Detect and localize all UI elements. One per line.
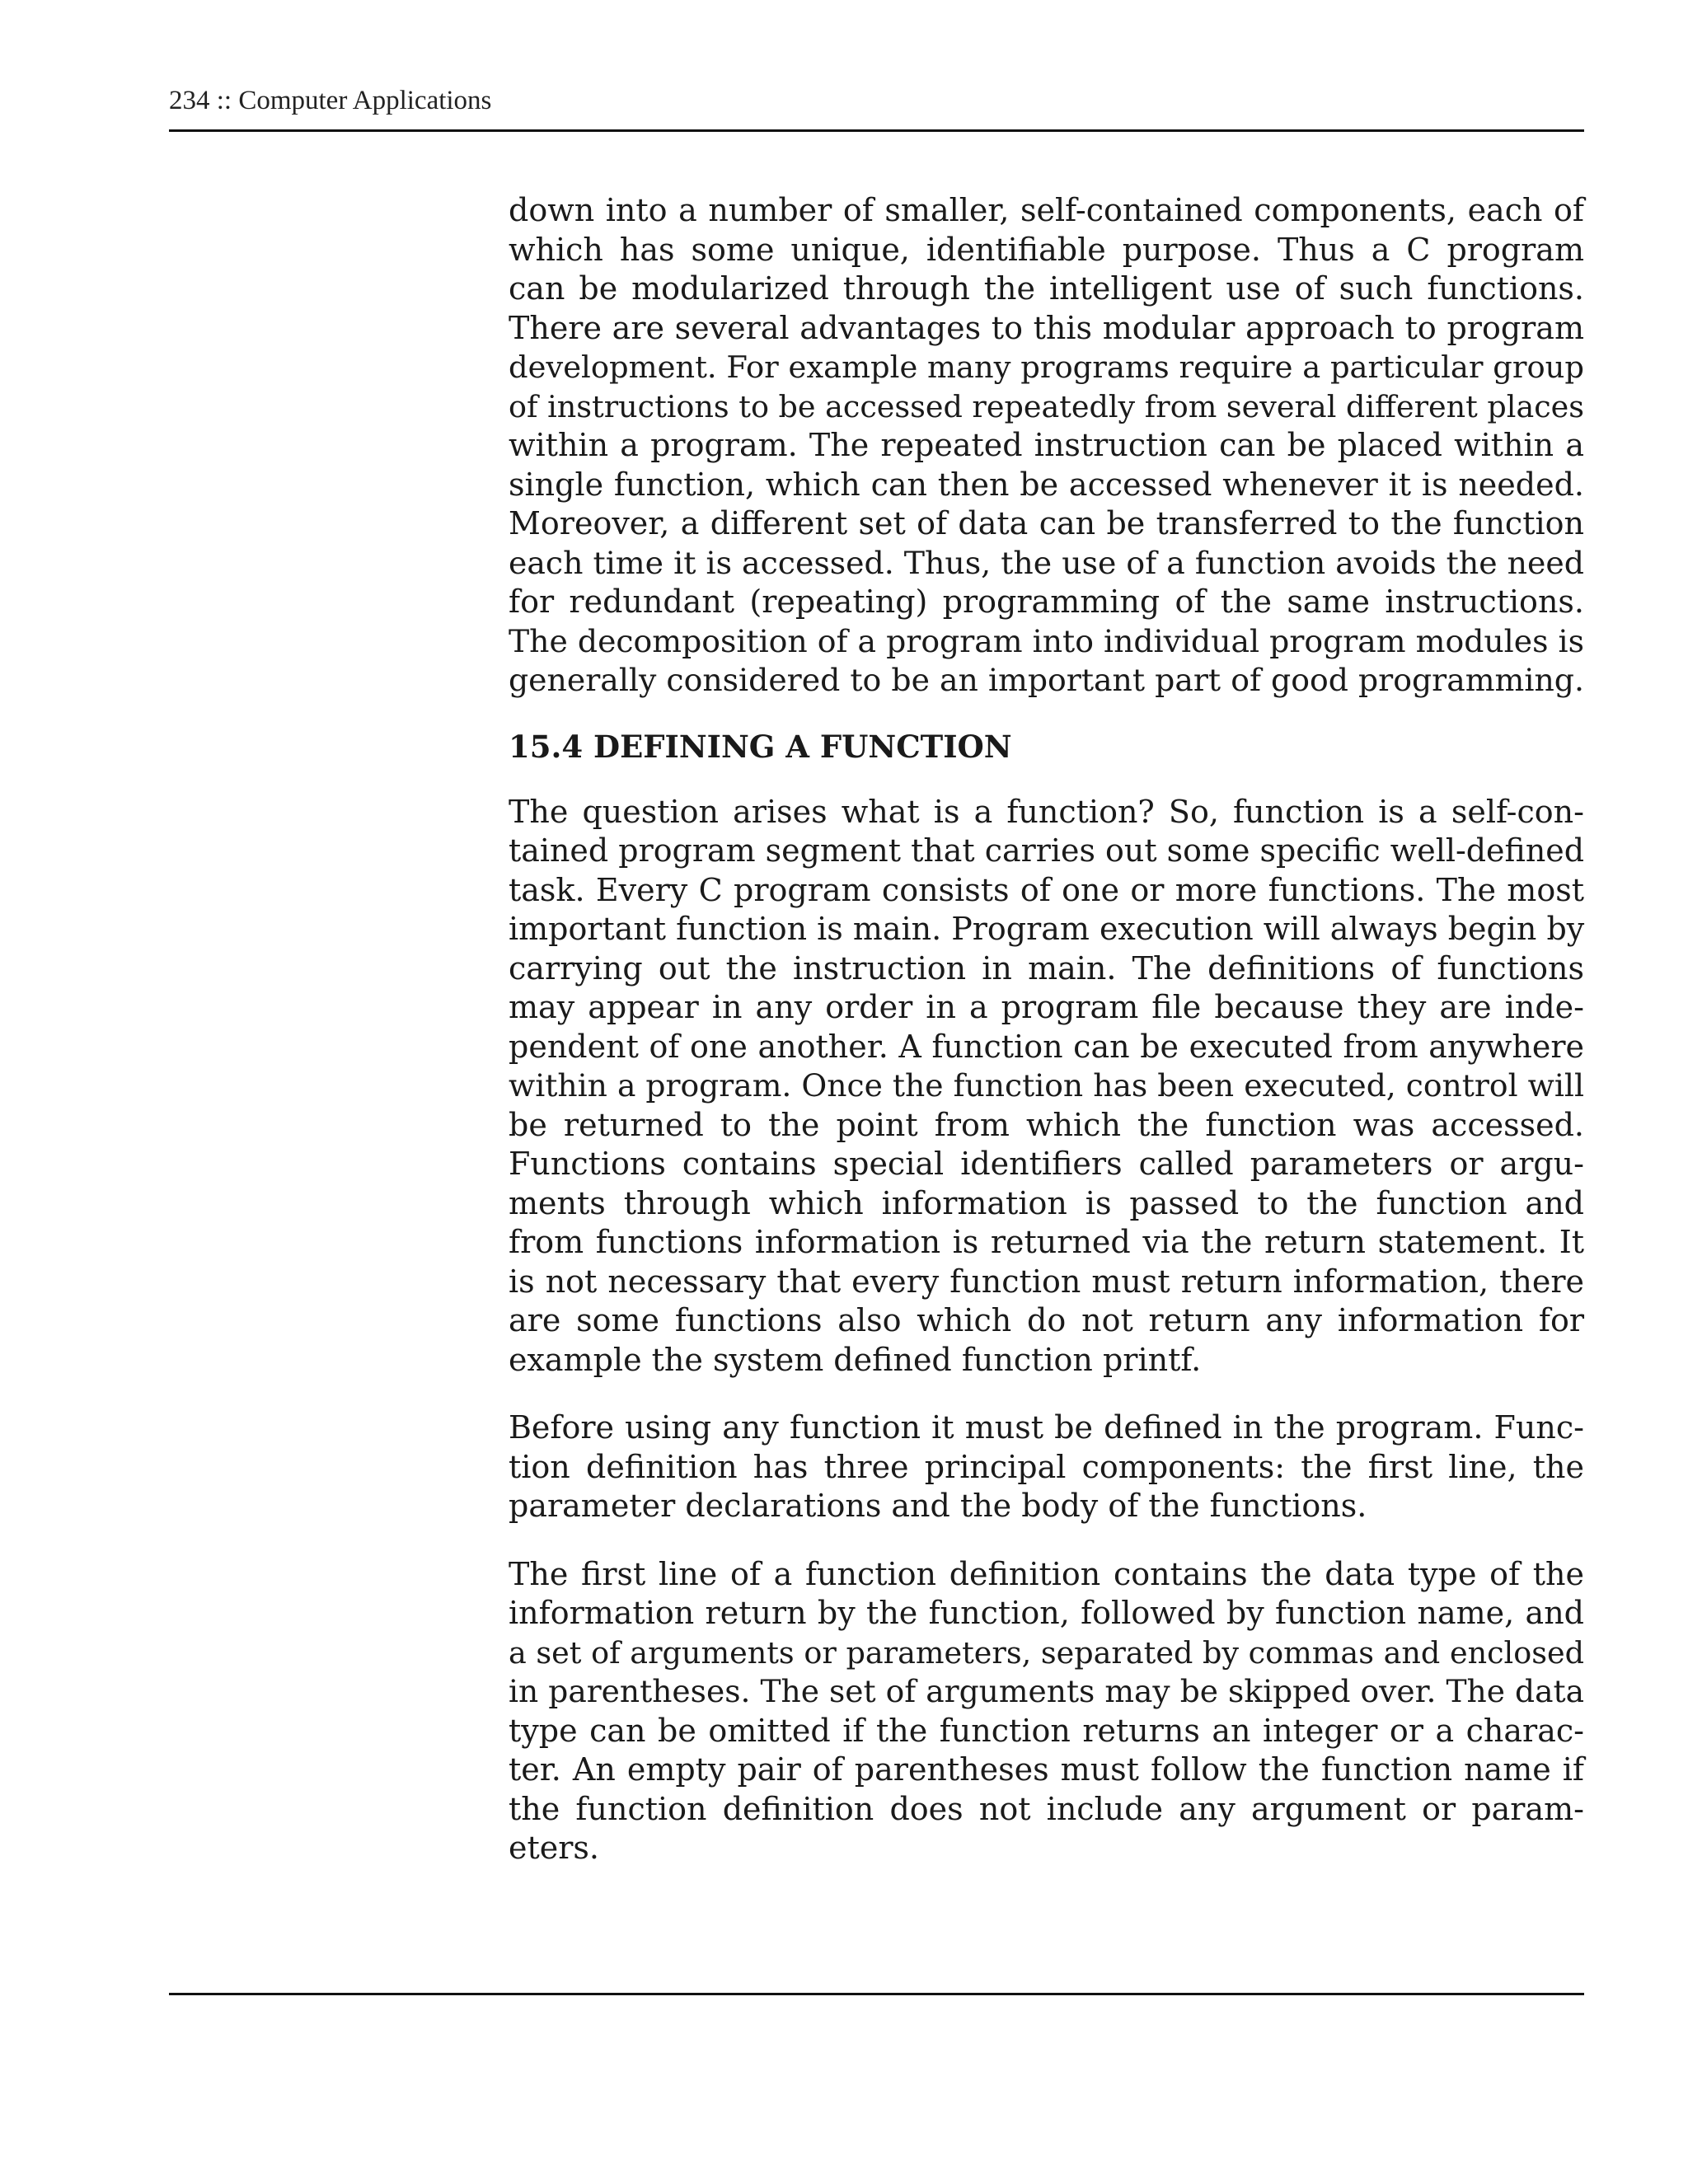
text-line: Before using any function it must be defined in the program. Func-: [509, 1409, 1584, 1446]
text-line: tained program segment that carries out some specific well-defined: [509, 832, 1584, 869]
text-line: carrying out the instruction in main. The definitions of functions: [509, 949, 1584, 987]
spacer: [509, 701, 1584, 727]
text-line: parameter declarations and the body of the functions.: [509, 1488, 1367, 1524]
text-line: task. Every C program consists of one or more functions. The most: [509, 871, 1584, 908]
text-line: tion definition has three principal components: the first line, the: [509, 1448, 1584, 1485]
text-line: The question arises what is a function? So, function is a self-con-: [509, 793, 1584, 830]
text-line: example the system defined function printf.: [509, 1341, 1202, 1378]
header-rule: [169, 129, 1584, 132]
text-line: which has some unique, identifiable purpose. Thus a C program: [509, 231, 1584, 268]
text-line: in parentheses. The set of arguments may be skipped over. The data: [509, 1673, 1584, 1709]
text-line: each time it is accessed. Thus, the use of a function avoids the need: [509, 544, 1584, 581]
footer-rule: [169, 1993, 1584, 1995]
text-line: Functions contains special identifiers called parameters or argu-: [509, 1146, 1584, 1182]
text-line: are some functions also which do not return any information for: [509, 1302, 1584, 1338]
text-line: is not necessary that every function must return information, there: [509, 1263, 1584, 1300]
paragraph-first-line: [509, 1555, 1584, 1868]
text-line: type can be omitted if the function returns an integer or a charac-: [509, 1712, 1584, 1749]
paragraph-components: [509, 1408, 1584, 1526]
text-line: a set of arguments or parameters, separated by commas and enclosed: [509, 1634, 1584, 1671]
text-line: important function is main. Program execution will always begin by: [509, 911, 1585, 947]
text-line: of instructions to be accessed repeatedly from several different places: [509, 388, 1584, 424]
text-line: from functions information is returned via the return statement. It: [509, 1224, 1584, 1260]
body-column: [509, 191, 1584, 1868]
text-line: generally considered to be an important part of good programming.: [509, 662, 1584, 698]
text-line: the function definition does not include any argument or param-: [509, 1790, 1584, 1827]
text-line: development. For example many programs require a particular group: [509, 349, 1584, 385]
running-header: 234 :: Computer Applications: [169, 86, 492, 115]
text-line: can be modularized through the intelligent use of such functions.: [509, 270, 1584, 307]
spacer: [509, 1380, 1584, 1408]
text-line: pendent of one another. A function can be executed from anywhere: [509, 1028, 1584, 1065]
text-line: be returned to the point from which the function was accessed.: [509, 1106, 1584, 1143]
text-line: single function, which can then be accessed whenever it is needed.: [509, 466, 1584, 503]
paragraph-definition: [509, 793, 1584, 1380]
paragraph-intro: [509, 191, 1584, 701]
spacer: [509, 1526, 1584, 1555]
text-line: within a program. The repeated instruction can be placed within a: [509, 427, 1584, 463]
text-line: down into a number of smaller, self-contained components, each of: [509, 192, 1584, 228]
text-line: may appear in any order in a program file because they are inde-: [509, 989, 1584, 1025]
text-line: The decomposition of a program into individual program modules is: [509, 622, 1584, 659]
text-line: for redundant (repeating) programming of the same instructions.: [509, 583, 1584, 620]
text-line: Moreover, a different set of data can be transferred to the function: [509, 505, 1584, 541]
text-line: eters.: [509, 1830, 599, 1866]
text-line: ter. An empty pair of parentheses must follow the function name if: [509, 1751, 1584, 1788]
text-line: ments through which information is passed to the function and: [509, 1184, 1584, 1221]
spacer: [509, 766, 1584, 793]
text-line: The first line of a function definition contains the data type of the: [509, 1555, 1584, 1592]
section-heading: 15.4 DEFINING A FUNCTION: [509, 728, 1012, 765]
text-line: There are several advantages to this modular approach to program: [509, 309, 1584, 346]
text-line: within a program. Once the function has been executed, control will: [509, 1067, 1584, 1104]
text-line: information return by the function, followed by function name, and: [509, 1595, 1584, 1631]
